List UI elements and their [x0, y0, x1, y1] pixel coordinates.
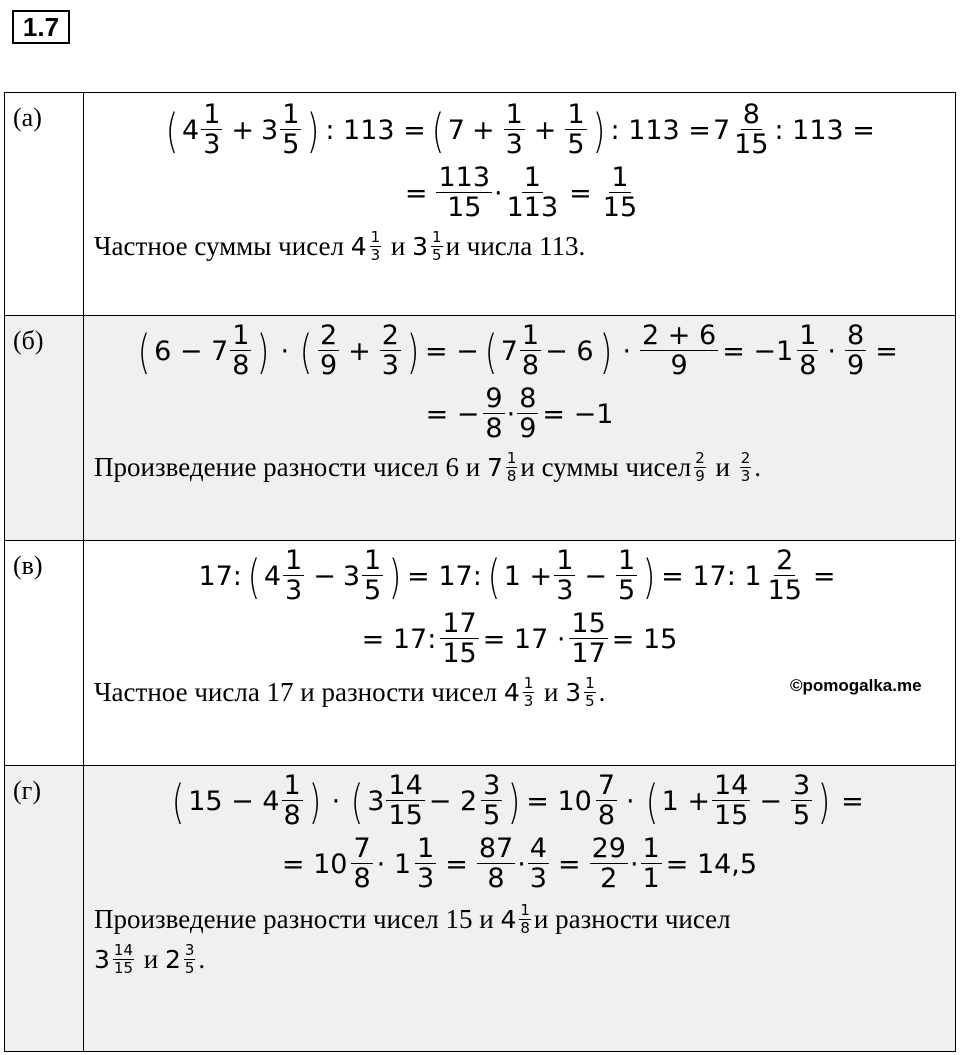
part-b-line1: ( 6 − 7 $\frac{1}{8}$ ) · ( $\frac{2}{9}$ + $\frac{2}{3}$ ) = − ( 7 $\frac{1}{8}$ − 6 ) · $\frac{2 + 6}{9}$ = −1 $\frac{1}{8}$ · $\frac{8}{9}$ = [137, 320, 898, 382]
part-g-row [5, 766, 956, 1052]
part-b-row [5, 316, 956, 541]
watermark: ©pomogalka.me [790, 676, 922, 695]
part-v-description: Частное числа 17 и разности чисел 4 1 3 и 3 1 5 . [94, 674, 606, 710]
part-g-line2: = 10 $\frac{7}{8}$ · 1 $\frac{1}{3}$ = $\frac{87}{8}$ · $\frac{4}{3}$ = $\frac{29}{2}$ · $\frac{1}{1}$ = 14,5 [281, 833, 758, 895]
part-a-line1: ( 4 $\frac{1}{3}$ + 3 $\frac{1}{5}$ ) : 113 = ( 7 + $\frac{1}{3}$ + $\frac{1}{5}$ ) : 113 = 7 $\frac{8}{15}$ : 113 = [165, 99, 875, 161]
part-a-label: (а) [5, 93, 84, 316]
part-a-description: Частное суммы чисел 4 1 3 и 3 1 5 и числа 113. [94, 228, 586, 264]
part-g-line1: ( 15 − 4 $\frac{1}{8}$ ) · ( 3 $\frac{14}{15}$ − 2 $\frac{3}{5}$ ) = 10 $\frac{7}{8}$ · ( 1 + $\frac{14}{15}$ − $\frac{3}{5}$ ) = [171, 770, 864, 832]
part-g-description-line1: Произведение разности чисел 15 и 4 1 8 и разности чисел [94, 901, 731, 937]
solution-table [4, 92, 956, 1052]
part-b-content [84, 316, 956, 541]
part-a-row [5, 93, 956, 316]
part-g-label: (г) [5, 766, 84, 1052]
part-v-label: (в) [5, 541, 84, 766]
part-b-line2: = − $\frac{9}{8}$ · $\frac{8}{9}$ = −1 [425, 383, 614, 445]
part-g-description-line2: 3 14 15 и 2 3 5 . [94, 941, 206, 977]
part-v-row [5, 541, 956, 766]
part-v-line1: 17: ( 4 $\frac{1}{3}$ − 3 $\frac{1}{5}$ ) = 17: ( 1 + $\frac{1}{3}$ − $\frac{1}{5}$ ) = 17: 1 $\frac{2}{15}$ = [198, 545, 836, 607]
task-number: 1.7 [12, 10, 70, 44]
part-g-content [84, 766, 956, 1052]
part-v-line2: = 17: $\frac{17}{15}$ = 17 · $\frac{15}{17}$ = 15 [361, 608, 678, 670]
part-v-content [84, 541, 956, 766]
part-a-content [84, 93, 956, 316]
part-b-label: (б) [5, 316, 84, 541]
part-b-description: Произведение разности чисел 6 и 7 1 8 и суммы чисел 2 9 и 2 3 . [94, 449, 762, 485]
part-a-line2: = $\frac{113}{15}$ · $\frac{1}{113}$ = $\frac{1}{15}$ [404, 162, 638, 224]
